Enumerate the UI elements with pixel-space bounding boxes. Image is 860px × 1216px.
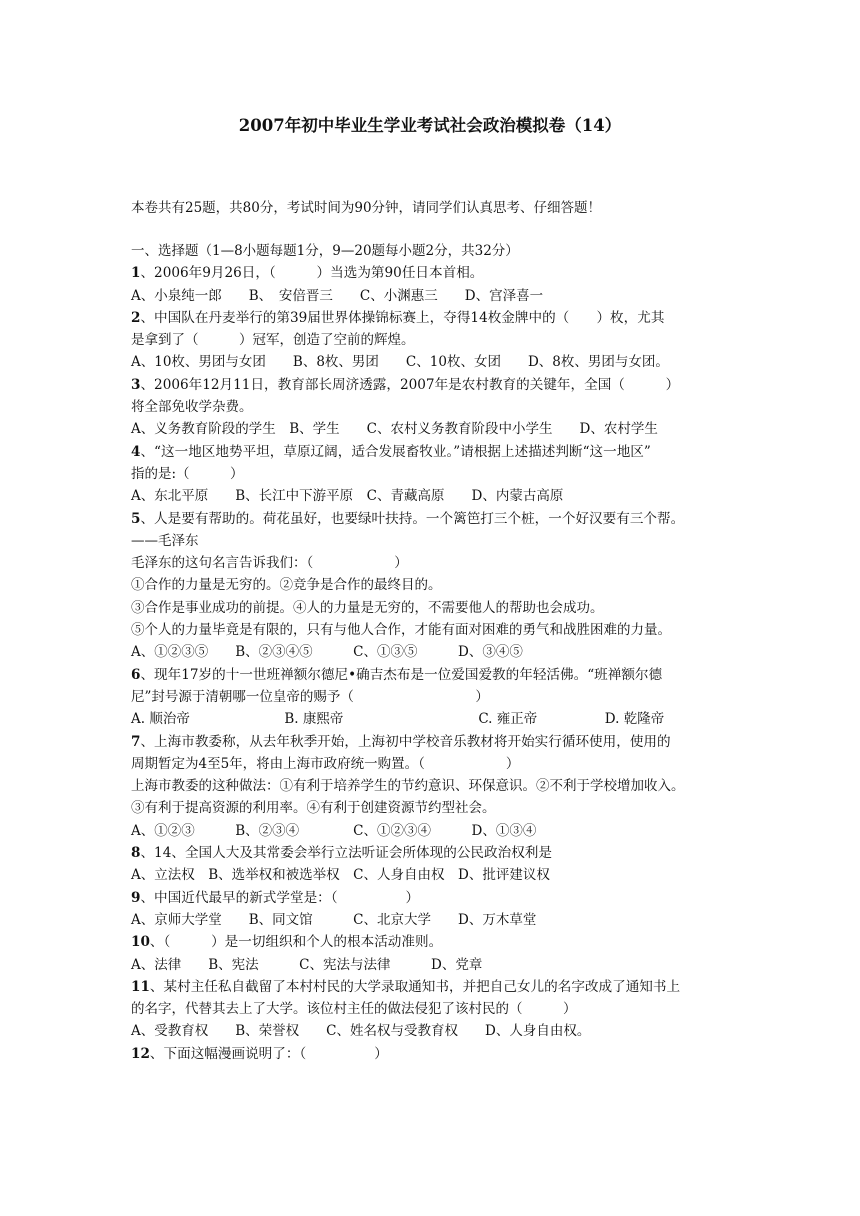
line-text: A、小泉纯一郎 B、 安倍晋三 C、小渊惠三 D、宫泽喜一	[131, 287, 544, 304]
question-list	[131, 240, 731, 1065]
question-number: 12	[131, 1045, 150, 1062]
question-line	[131, 508, 731, 530]
line-text: A、法律 B、宪法 C、宪法与法律 D、党章	[131, 956, 483, 973]
text-line	[131, 552, 731, 574]
line-text: A、义务教育阶段的学生 B、学生 C、农村义务教育阶段中小学生 D、农村学生	[131, 421, 658, 438]
line-text: 、下面这幅漫画说明了：（ ）	[149, 1045, 388, 1062]
line-text: A、东北平原 B、长江中下游平原 C、青藏高原 D、内蒙古高原	[131, 488, 564, 505]
text-line	[131, 909, 731, 931]
text-line	[131, 463, 731, 485]
line-text: 、现年17岁的十一世班禅额尔德尼•确吉杰布是一位爱国爱教的年轻活佛。“班禅额尔德	[140, 666, 663, 683]
line-text: 指的是:（ ）	[131, 465, 244, 482]
exam-instructions: 本卷共有25题，共80分，考试时间为90分钟，请同学们认真思考、仔细答题！	[131, 200, 602, 216]
line-text: A、①②③⑤ B、②③④⑤ C、①③⑤ D、③④⑤	[131, 644, 523, 661]
question-number: 7	[131, 733, 141, 750]
question-line	[131, 262, 731, 284]
text-line	[131, 708, 731, 730]
text-line	[131, 619, 731, 641]
text-line	[131, 396, 731, 418]
question-line	[131, 887, 731, 909]
question-number: 1	[131, 265, 141, 282]
line-text: 是拿到了（ ）冠军，创造了空前的辉煌。	[131, 332, 415, 349]
line-text: 毛泽东的这句名言告诉我们：（ ）	[131, 555, 408, 572]
question-number: 4	[131, 443, 141, 460]
text-line	[131, 240, 731, 262]
line-text: 的名字，代替其去上了大学。该位村主任的做法侵犯了该村民的（ ）	[131, 1001, 577, 1018]
text-line	[131, 641, 731, 663]
line-text: A、受教育权 B、荣誉权 C、姓名权与受教育权 D、人身自由权。	[131, 1023, 591, 1040]
question-line	[131, 664, 731, 686]
question-line	[131, 1043, 731, 1065]
line-text: ——毛泽东	[131, 532, 199, 549]
question-number: 9	[131, 889, 141, 906]
text-line	[131, 530, 731, 552]
line-text: 、2006年9月26日，（ ）当选为第90任日本首相。	[140, 265, 484, 282]
question-line	[131, 374, 731, 396]
line-text: 一、选择题（1—8小题每题1分，9—20题每小题2分，共32分）	[131, 243, 519, 259]
line-text: 、14、全国人大及其常委会举行立法听证会所体现的公民政治权利是	[140, 845, 552, 862]
question-line	[131, 731, 731, 753]
text-line	[131, 820, 731, 842]
line-text: A、立法权 B、选举权和被选举权 C、人身自由权 D、批评建议权	[131, 867, 550, 884]
text-line	[131, 775, 731, 797]
text-line	[131, 686, 731, 708]
line-text: 、2006年12月11日，教育部长周济透露，2007年是农村教育的关键年，全国（ ）	[140, 376, 680, 393]
line-text: 、“这一地区地势平坦，草原辽阔，适合发展畜牧业。”请根据上述描述判断“这一地区”	[140, 443, 651, 460]
line-text: 、人是要有帮助的。荷花虽好，也要绿叶扶持。一个篱笆打三个桩，一个好汉要有三个帮。	[140, 510, 685, 527]
text-line	[131, 864, 731, 886]
question-number: 11	[131, 978, 150, 995]
text-line	[131, 285, 731, 307]
line-text: A、10枚、男团与女团 B、8枚、男团 C、10枚、女团 D、8枚、男团与女团。	[131, 354, 669, 371]
line-text: ③合作是事业成功的前提。④人的力量是无穷的，不需要他人的帮助也会成功。	[131, 599, 604, 616]
text-line	[131, 574, 731, 596]
question-line	[131, 307, 731, 329]
question-number: 5	[131, 510, 141, 527]
line-text: 、上海市教委称，从去年秋季开始，上海初中学校音乐教材将开始实行循环使用，使用的	[140, 733, 671, 750]
question-number: 3	[131, 376, 141, 393]
text-line	[131, 329, 731, 351]
question-number: 8	[131, 845, 141, 862]
text-line	[131, 797, 731, 819]
question-number: 6	[131, 666, 141, 683]
page-title: 2007年初中毕业生学业考试社会政治模拟卷（14）	[238, 116, 622, 135]
line-text: 将全部免收学杂费。	[131, 399, 253, 416]
line-text: ③有利于提高资源的利用率。④有利于创建资源节约型社会。	[131, 800, 496, 817]
question-line	[131, 441, 731, 463]
question-number: 2	[131, 309, 141, 326]
question-number: 10	[131, 934, 150, 951]
text-line	[131, 998, 731, 1020]
line-text: 、中国近代最早的新式学堂是：（ ）	[140, 889, 420, 906]
line-text: 尼”封号源于清朝哪一位皇帝的赐予（ ）	[131, 688, 489, 705]
line-text: A. 顺治帝 B. 康熙帝 C. 雍正帝 D. 乾隆帝	[131, 711, 665, 728]
line-text: 、中国队在丹麦举行的第39届世界体操锦标赛上，夺得14枚金牌中的（ ）枚，尤其	[140, 309, 665, 326]
line-text: 上海市教委的这种做法：①有利于培养学生的节约意识、环保意识。②不利于学校增加收入。	[131, 778, 685, 795]
question-line	[131, 976, 731, 998]
line-text: 、（ ）是一切组织和个人的根本活动准则。	[149, 934, 443, 951]
text-line	[131, 753, 731, 775]
line-text: A、京师大学堂 B、同文馆 C、北京大学 D、万木草堂	[131, 911, 537, 928]
question-line	[131, 931, 731, 953]
line-text: ⑤个人的力量毕竟是有限的，只有与他人合作，才能有面对困难的勇气和战胜困难的力量。	[131, 622, 671, 639]
text-line	[131, 954, 731, 976]
question-line	[131, 842, 731, 864]
text-line	[131, 1020, 731, 1042]
line-text: ①合作的力量是无穷的。②竞争是合作的最终目的。	[131, 577, 442, 594]
line-text: A、①②③ B、②③④ C、①②③④ D、①③④	[131, 822, 537, 839]
line-text: 周期暂定为4至5年，将由上海市政府统一购置。（ ）	[131, 755, 520, 772]
text-line	[131, 418, 731, 440]
text-line	[131, 597, 731, 619]
text-line	[131, 351, 731, 373]
line-text: 、某村主任私自截留了本村村民的大学录取通知书，并把自己女儿的名字改成了通知书上	[149, 978, 681, 995]
text-line	[131, 485, 731, 507]
